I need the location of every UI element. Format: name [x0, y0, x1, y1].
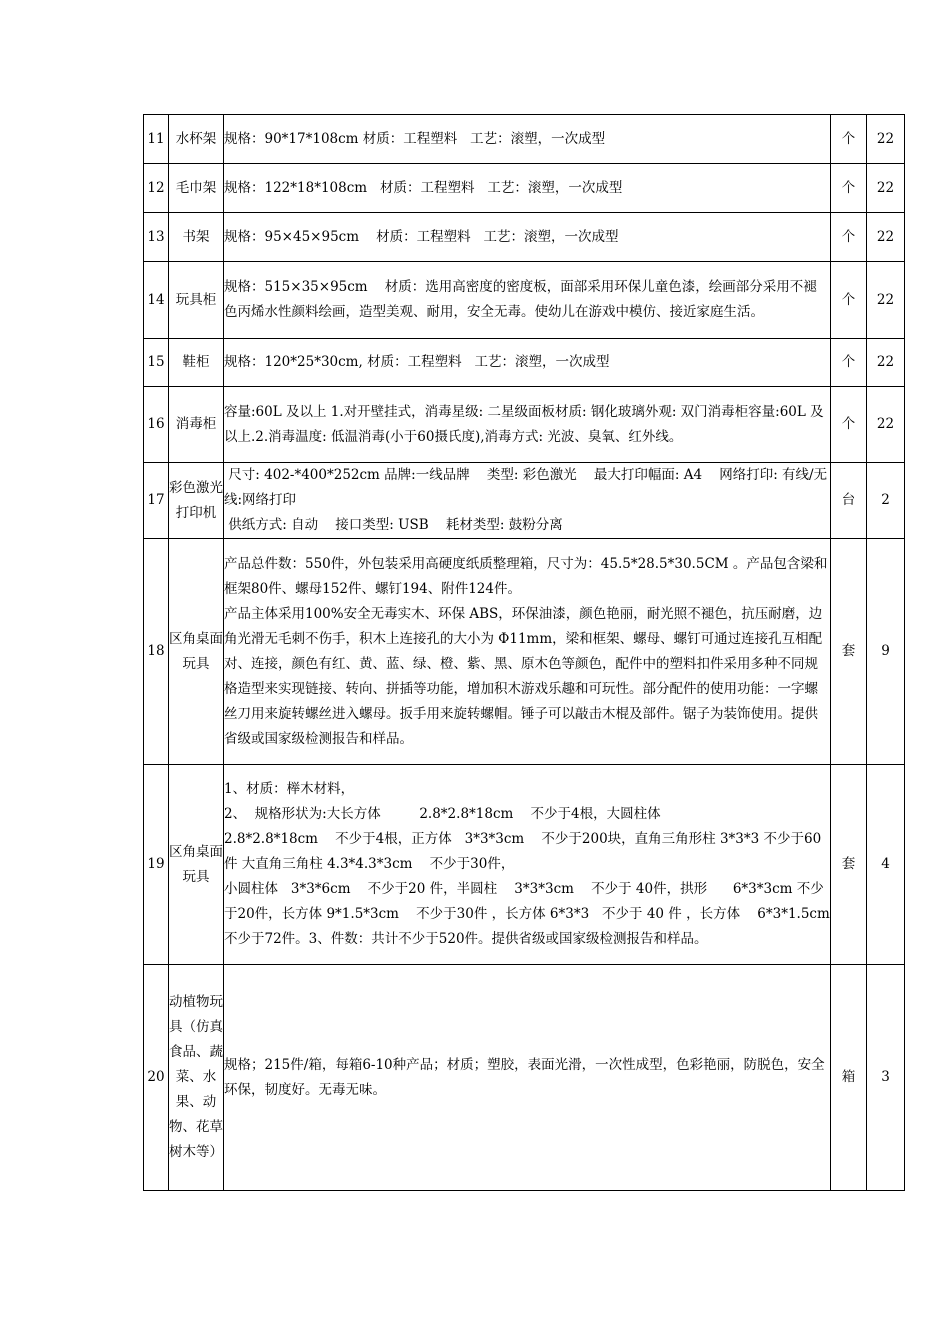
item-quantity: 3 [867, 965, 905, 1191]
item-spec: 规格：120*25*30cm, 材质：工程塑料 工艺：滚塑，一次成型 [224, 339, 831, 387]
item-quantity: 22 [867, 339, 905, 387]
item-name: 玩具柜 [169, 262, 224, 339]
item-name: 鞋柜 [169, 339, 224, 387]
item-name: 水杯架 [169, 115, 224, 164]
row-number: 20 [144, 965, 169, 1191]
item-quantity: 22 [867, 213, 905, 262]
table-row [144, 387, 905, 463]
row-number: 12 [144, 164, 169, 213]
row-number: 16 [144, 387, 169, 463]
item-unit: 个 [831, 339, 867, 387]
item-spec: 规格：122*18*108cm 材质：工程塑料 工艺：滚塑，一次成型 [224, 164, 831, 213]
row-number: 13 [144, 213, 169, 262]
item-unit: 个 [831, 262, 867, 339]
table-row [144, 213, 905, 262]
row-number: 17 [144, 463, 169, 539]
item-unit: 个 [831, 387, 867, 463]
table-row [144, 115, 905, 164]
table-row [144, 539, 905, 765]
table-row [144, 262, 905, 339]
item-quantity: 9 [867, 539, 905, 765]
item-name: 区角桌面玩具 [169, 765, 224, 965]
table-row [144, 164, 905, 213]
item-unit: 箱 [831, 965, 867, 1191]
table-row [144, 965, 905, 1191]
item-name: 消毒柜 [169, 387, 224, 463]
item-unit: 个 [831, 115, 867, 164]
row-number: 11 [144, 115, 169, 164]
item-name: 区角桌面玩具 [169, 539, 224, 765]
item-spec: 容量:60L 及以上 1.对开壁挂式，消毒星级: 二星级面板材质: 钢化玻璃外观: 双门消毒柜容量:60L 及以上.2.消毒温度: 低温消毒(小于60摄氏度),消毒方式: 光波、臭氧、红外线。 [224, 387, 831, 463]
item-spec: 规格：515×35×95cm 材质：选用高密度的密度板，面部采用环保儿童色漆，绘画部分采用不褪色丙烯水性颜料绘画，造型美观、耐用，安全无毒。使幼儿在游戏中模仿、接近家庭生活。 [224, 262, 831, 339]
item-spec: 1、材质：榉木材料， 2、 规格形状为:大长方体 2.8*2.8*18cm 不少于4根，大圆柱体 2.8*2.8*18cm 不少于4根，正方体 3*3*3cm 不少于200块，直角三角形柱 3*3*3 不少于60件 大直角三角柱 4.3*4.3*3cm 不少于30件， 小圆柱体 3*3*6cm 不少于20 件，半圆柱 3*3*3cm 不少于 40件，拱形 6*3*3cm 不少于20件，长方体 9*1.5*3cm 不少于30件 ，长方体 6*3*3 不少于 40 件 ，长方体 6*3*1.5cm 不少于72件。3、件数：共计不少于520件。提供省级或国家级检测报告和样品。 [224, 765, 831, 965]
item-spec: 规格：90*17*108cm 材质：工程塑料 工艺：滚塑，一次成型 [224, 115, 831, 164]
item-quantity: 2 [867, 463, 905, 539]
item-unit: 套 [831, 765, 867, 965]
item-quantity: 22 [867, 164, 905, 213]
table-row [144, 765, 905, 965]
item-quantity: 22 [867, 262, 905, 339]
item-quantity: 22 [867, 387, 905, 463]
item-unit: 套 [831, 539, 867, 765]
item-unit: 个 [831, 164, 867, 213]
item-spec: 尺寸: 402-*400*252cm 品牌:一线品牌 类型: 彩色激光 最大打印幅面: A4 网络打印: 有线/无线:网络打印 供纸方式: 自动 接口类型: USB 耗材类型: 鼓粉分离 [224, 463, 831, 539]
row-number: 14 [144, 262, 169, 339]
item-name: 毛巾架 [169, 164, 224, 213]
item-spec: 规格：95×45×95cm 材质：工程塑料 工艺：滚塑，一次成型 [224, 213, 831, 262]
item-spec: 产品总件数：550件，外包装采用高硬度纸质整理箱，尺寸为：45.5*28.5*30.5CM 。产品包含梁和框架80件、螺母152件、螺钉194、附件124件。 产品主体采用100%安全无毒实木、环保 ABS，环保油漆，颜色艳丽，耐光照不褪色，抗压耐磨，边角光滑无毛刺不伤手，积木上连接孔的大小为 Φ11mm，梁和框架、螺母、螺钉可通过连接孔互相配对、连接，颜色有红、黄、蓝、绿、橙、紫、黑、原木色等颜色，配件中的塑料扣件采用多种不同规格造型来实现链接、转向、拼插等功能，增加积木游戏乐趣和可玩性。部分配件的使用功能：一字螺丝刀用来旋转螺丝进入螺母。扳手用来旋转螺帽。锤子可以敲击木棍及部件。锯子为装饰使用。提供省级或国家级检测报告和样品。 [224, 539, 831, 765]
table-row [144, 339, 905, 387]
item-spec: 规格；215件/箱，每箱6-10种产品；材质；塑胶，表面光滑，一次性成型，色彩艳丽，防脱色，安全环保，韧度好。无毒无味。 [224, 965, 831, 1191]
item-name: 彩色激光打印机 [169, 463, 224, 539]
row-number: 15 [144, 339, 169, 387]
table-row [144, 463, 905, 539]
item-quantity: 22 [867, 115, 905, 164]
item-unit: 个 [831, 213, 867, 262]
spec-table [143, 114, 905, 1191]
item-name: 动植物玩具（仿真食品、蔬菜、水果、动物、花草树木等） [169, 965, 224, 1191]
item-quantity: 4 [867, 765, 905, 965]
item-name: 书架 [169, 213, 224, 262]
row-number: 18 [144, 539, 169, 765]
item-unit: 台 [831, 463, 867, 539]
row-number: 19 [144, 765, 169, 965]
